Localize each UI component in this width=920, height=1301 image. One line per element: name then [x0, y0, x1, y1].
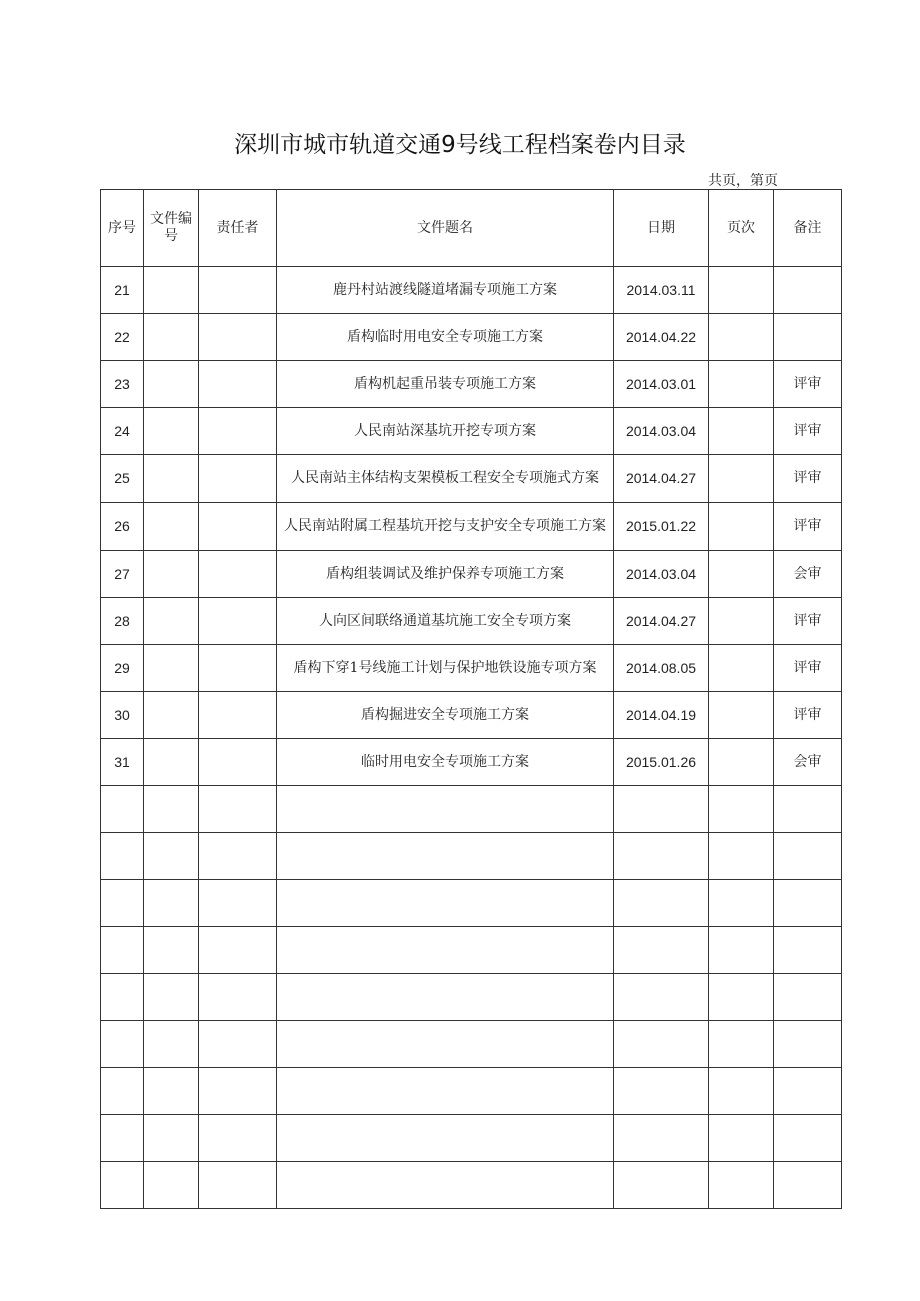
file-title-cell: 临时用电安全专项施工方案: [277, 739, 614, 786]
responsible-cell: [199, 267, 277, 314]
empty-cell: [774, 833, 842, 880]
empty-cell: [277, 786, 614, 833]
pages-cell: [709, 408, 774, 455]
empty-cell: [144, 1162, 199, 1209]
date-cell: 2014.04.22: [614, 314, 709, 361]
date-cell: 2014.04.19: [614, 692, 709, 739]
header-file-title: 文件题名: [277, 190, 614, 267]
file-no-cell: [144, 455, 199, 503]
file-title-cell: 盾构下穿1号线施工计划与保护地铁设施专项方案: [277, 645, 614, 692]
document-title: 深圳市城市轨道交通9号线工程档案卷内目录: [234, 132, 686, 158]
table-row: [101, 739, 842, 786]
empty-cell: [101, 1162, 144, 1209]
empty-row: [101, 1068, 842, 1115]
pages-cell: [709, 361, 774, 408]
file-no-cell: [144, 598, 199, 645]
pages-cell: [709, 314, 774, 361]
empty-cell: [199, 1115, 277, 1162]
empty-row: [101, 1021, 842, 1068]
responsible-cell: [199, 598, 277, 645]
table-row: [101, 361, 842, 408]
date-cell: 2014.08.05: [614, 645, 709, 692]
file-no-cell: [144, 551, 199, 598]
date-cell: 2015.01.22: [614, 503, 709, 551]
empty-cell: [144, 1115, 199, 1162]
header-row: [101, 190, 842, 267]
remark-cell: 评审: [774, 503, 842, 551]
empty-cell: [709, 880, 774, 927]
empty-cell: [144, 974, 199, 1021]
responsible-cell: [199, 692, 277, 739]
empty-cell: [277, 1115, 614, 1162]
empty-row: [101, 786, 842, 833]
seq-cell: 31: [101, 739, 144, 786]
pages-cell: [709, 598, 774, 645]
remark-cell: 评审: [774, 645, 842, 692]
responsible-cell: [199, 739, 277, 786]
empty-cell: [144, 1068, 199, 1115]
file-no-cell: [144, 692, 199, 739]
empty-cell: [101, 1021, 144, 1068]
seq-cell: 24: [101, 408, 144, 455]
date-cell: 2014.03.04: [614, 408, 709, 455]
responsible-cell: [199, 314, 277, 361]
file-no-cell: [144, 408, 199, 455]
empty-cell: [144, 1021, 199, 1068]
empty-cell: [101, 927, 144, 974]
empty-cell: [709, 786, 774, 833]
empty-cell: [199, 833, 277, 880]
empty-cell: [774, 786, 842, 833]
table-row: [101, 645, 842, 692]
header-responsible: 责任者: [199, 190, 277, 267]
file-no-cell: [144, 739, 199, 786]
empty-cell: [199, 927, 277, 974]
file-title-cell: 盾构临时用电安全专项施工方案: [277, 314, 614, 361]
empty-cell: [101, 833, 144, 880]
empty-row: [101, 880, 842, 927]
remark-cell: 评审: [774, 598, 842, 645]
pages-cell: [709, 739, 774, 786]
table-row: [101, 598, 842, 645]
empty-cell: [277, 1162, 614, 1209]
empty-row: [101, 1115, 842, 1162]
date-cell: 2014.03.04: [614, 551, 709, 598]
empty-cell: [277, 1021, 614, 1068]
empty-cell: [614, 880, 709, 927]
file-no-cell: [144, 645, 199, 692]
responsible-cell: [199, 503, 277, 551]
seq-cell: 29: [101, 645, 144, 692]
empty-cell: [614, 1021, 709, 1068]
empty-cell: [774, 927, 842, 974]
empty-cell: [614, 927, 709, 974]
date-cell: 2014.03.11: [614, 267, 709, 314]
empty-cell: [199, 1021, 277, 1068]
empty-cell: [614, 1162, 709, 1209]
empty-cell: [277, 1068, 614, 1115]
date-cell: 2014.03.01: [614, 361, 709, 408]
pages-cell: [709, 267, 774, 314]
empty-cell: [144, 880, 199, 927]
remark-cell: 会审: [774, 551, 842, 598]
pages-cell: [709, 551, 774, 598]
table-row: [101, 455, 842, 503]
remark-cell: [774, 267, 842, 314]
file-title-cell: 鹿丹村站渡线隧道堵漏专项施工方案: [277, 267, 614, 314]
header-pages: 页次: [709, 190, 774, 267]
empty-cell: [144, 927, 199, 974]
empty-row: [101, 927, 842, 974]
file-title-cell: 人民南站主体结构支架模板工程安全专项施式方案: [277, 455, 614, 503]
page-info: 共页，第页: [708, 173, 778, 189]
remark-cell: 评审: [774, 361, 842, 408]
seq-cell: 25: [101, 455, 144, 503]
empty-row: [101, 833, 842, 880]
table-row: [101, 267, 842, 314]
table-row: [101, 503, 842, 551]
table-row: [101, 551, 842, 598]
empty-cell: [277, 880, 614, 927]
empty-cell: [774, 1115, 842, 1162]
table-row: [101, 314, 842, 361]
empty-cell: [709, 1162, 774, 1209]
empty-cell: [709, 974, 774, 1021]
empty-cell: [101, 786, 144, 833]
remark-cell: 评审: [774, 455, 842, 503]
header-date: 日期: [614, 190, 709, 267]
empty-cell: [101, 880, 144, 927]
empty-cell: [774, 974, 842, 1021]
date-cell: 2015.01.26: [614, 739, 709, 786]
empty-cell: [277, 927, 614, 974]
file-no-cell: [144, 314, 199, 361]
empty-cell: [614, 833, 709, 880]
empty-cell: [614, 974, 709, 1021]
file-title-cell: 人民南站深基坑开挖专项方案: [277, 408, 614, 455]
seq-cell: 30: [101, 692, 144, 739]
empty-cell: [614, 786, 709, 833]
empty-cell: [774, 1021, 842, 1068]
empty-cell: [774, 880, 842, 927]
date-cell: 2014.04.27: [614, 598, 709, 645]
table-row: [101, 408, 842, 455]
empty-cell: [277, 974, 614, 1021]
empty-cell: [101, 1115, 144, 1162]
header-file-no: 文件编号: [144, 190, 199, 267]
file-no-cell: [144, 503, 199, 551]
empty-cell: [614, 1068, 709, 1115]
file-no-cell: [144, 267, 199, 314]
empty-cell: [101, 1068, 144, 1115]
remark-cell: [774, 314, 842, 361]
empty-cell: [709, 833, 774, 880]
empty-row: [101, 1162, 842, 1209]
empty-cell: [144, 786, 199, 833]
empty-cell: [709, 1115, 774, 1162]
header-remarks: 备注: [774, 190, 842, 267]
responsible-cell: [199, 361, 277, 408]
seq-cell: 26: [101, 503, 144, 551]
empty-cell: [199, 880, 277, 927]
responsible-cell: [199, 408, 277, 455]
empty-cell: [277, 833, 614, 880]
empty-cell: [774, 1068, 842, 1115]
responsible-cell: [199, 645, 277, 692]
empty-cell: [709, 1021, 774, 1068]
empty-cell: [774, 1162, 842, 1209]
date-cell: 2014.04.27: [614, 455, 709, 503]
seq-cell: 27: [101, 551, 144, 598]
empty-cell: [199, 786, 277, 833]
pages-cell: [709, 503, 774, 551]
seq-cell: 28: [101, 598, 144, 645]
empty-cell: [144, 833, 199, 880]
seq-cell: 21: [101, 267, 144, 314]
file-title-cell: 人向区间联络通道基坑施工安全专项方案: [277, 598, 614, 645]
responsible-cell: [199, 455, 277, 503]
pages-cell: [709, 455, 774, 503]
empty-cell: [709, 927, 774, 974]
remark-cell: 会审: [774, 739, 842, 786]
remark-cell: 评审: [774, 408, 842, 455]
seq-cell: 23: [101, 361, 144, 408]
empty-cell: [101, 974, 144, 1021]
table-row: [101, 692, 842, 739]
empty-row: [101, 974, 842, 1021]
empty-cell: [709, 1068, 774, 1115]
file-title-cell: 盾构机起重吊装专项施工方案: [277, 361, 614, 408]
file-title-cell: 盾构掘进安全专项施工方案: [277, 692, 614, 739]
empty-cell: [199, 1162, 277, 1209]
empty-cell: [614, 1115, 709, 1162]
file-title-cell: 人民南站附属工程基坑开挖与支护安全专项施工方案: [277, 503, 614, 551]
remark-cell: 评审: [774, 692, 842, 739]
empty-cell: [199, 974, 277, 1021]
pages-cell: [709, 645, 774, 692]
responsible-cell: [199, 551, 277, 598]
file-title-cell: 盾构组装调试及维护保养专项施工方案: [277, 551, 614, 598]
pages-cell: [709, 692, 774, 739]
header-seq: 序号: [101, 190, 144, 267]
seq-cell: 22: [101, 314, 144, 361]
file-no-cell: [144, 361, 199, 408]
catalog-table: [100, 189, 842, 1209]
empty-cell: [199, 1068, 277, 1115]
